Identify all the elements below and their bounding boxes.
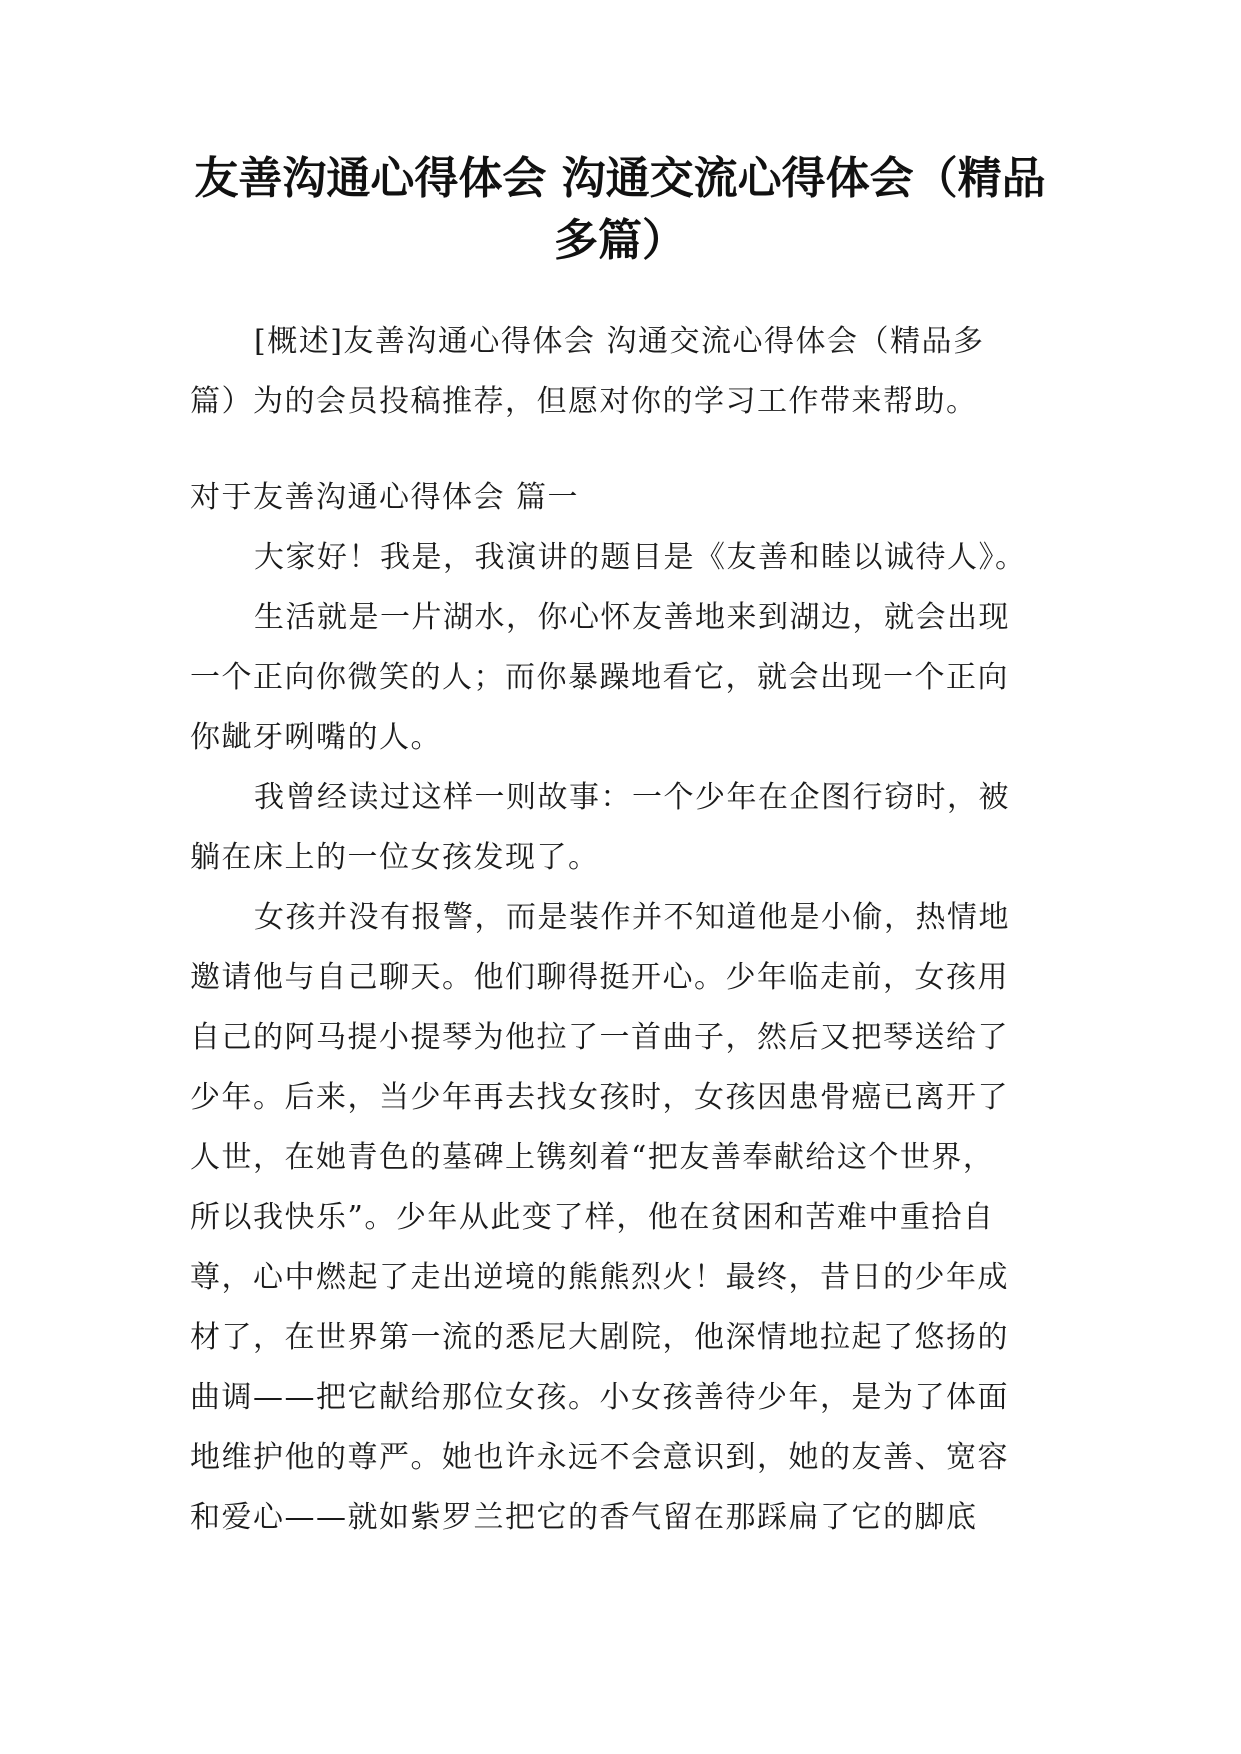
title-line-2: 多篇） <box>554 215 686 266</box>
paragraph-line: 自己的阿马提小提琴为他拉了一首曲子，然后又把琴送给了 <box>190 1020 1009 1055</box>
paragraph-line: 一个正向你微笑的人；而你暴躁地看它，就会出现一个正向 <box>190 660 1009 695</box>
summary-line: [概述]友善沟通心得体会 沟通交流心得体会（精品多 <box>254 324 985 359</box>
summary-line: 篇）为的会员投稿推荐，但愿对你的学习工作带来帮助。 <box>190 384 978 419</box>
paragraph-line: 我曾经读过这样一则故事：一个少年在企图行窃时，被 <box>254 780 1010 815</box>
paragraph-line: 大家好！我是，我演讲的题目是《友善和睦以诚待人》。 <box>254 540 1027 575</box>
section-heading: 对于友善沟通心得体会 篇一 <box>190 480 580 515</box>
paragraph-line: 少年。后来，当少年再去找女孩时，女孩因患骨癌已离开了 <box>190 1080 1009 1115</box>
paragraph-line: 和爱心——就如紫罗兰把它的香气留在那踩扁了它的脚底 <box>190 1500 978 1535</box>
paragraph-line: 邀请他与自己聊天。他们聊得挺开心。少年临走前，女孩用 <box>190 960 1009 995</box>
section-body <box>190 468 1060 1548</box>
paragraph-line: 躺在床上的一位女孩发现了。 <box>190 840 600 875</box>
paragraph-line: 尊，心中燃起了走出逆境的熊熊烈火！最终，昔日的少年成 <box>190 1260 1009 1295</box>
paragraph-line: 材了，在世界第一流的悉尼大剧院，他深情地拉起了悠扬的 <box>190 1320 1009 1355</box>
paragraph-line: 地维护他的尊严。她也许永远不会意识到，她的友善、宽容 <box>190 1440 1009 1475</box>
paragraph-line: 女孩并没有报警，而是装作并不知道他是小偷，热情地 <box>254 900 1010 935</box>
paragraph-line: 你龇牙咧嘴的人。 <box>190 720 442 755</box>
paragraph-line: 人世，在她青色的墓碑上镌刻着“把友善奉献给这个世界， <box>190 1140 995 1175</box>
paragraph-line: 曲调——把它献给那位女孩。小女孩善待少年，是为了体面 <box>190 1380 1009 1415</box>
paragraph-line: 所以我快乐”。少年从此变了样，他在贫困和苦难中重拾自 <box>190 1200 995 1235</box>
summary-paragraph <box>190 312 1060 432</box>
document-title <box>150 148 1090 272</box>
title-line-1: 友善沟通心得体会 沟通交流心得体会（精品 <box>194 153 1046 204</box>
paragraph-line: 生活就是一片湖水，你心怀友善地来到湖边，就会出现 <box>254 600 1010 635</box>
